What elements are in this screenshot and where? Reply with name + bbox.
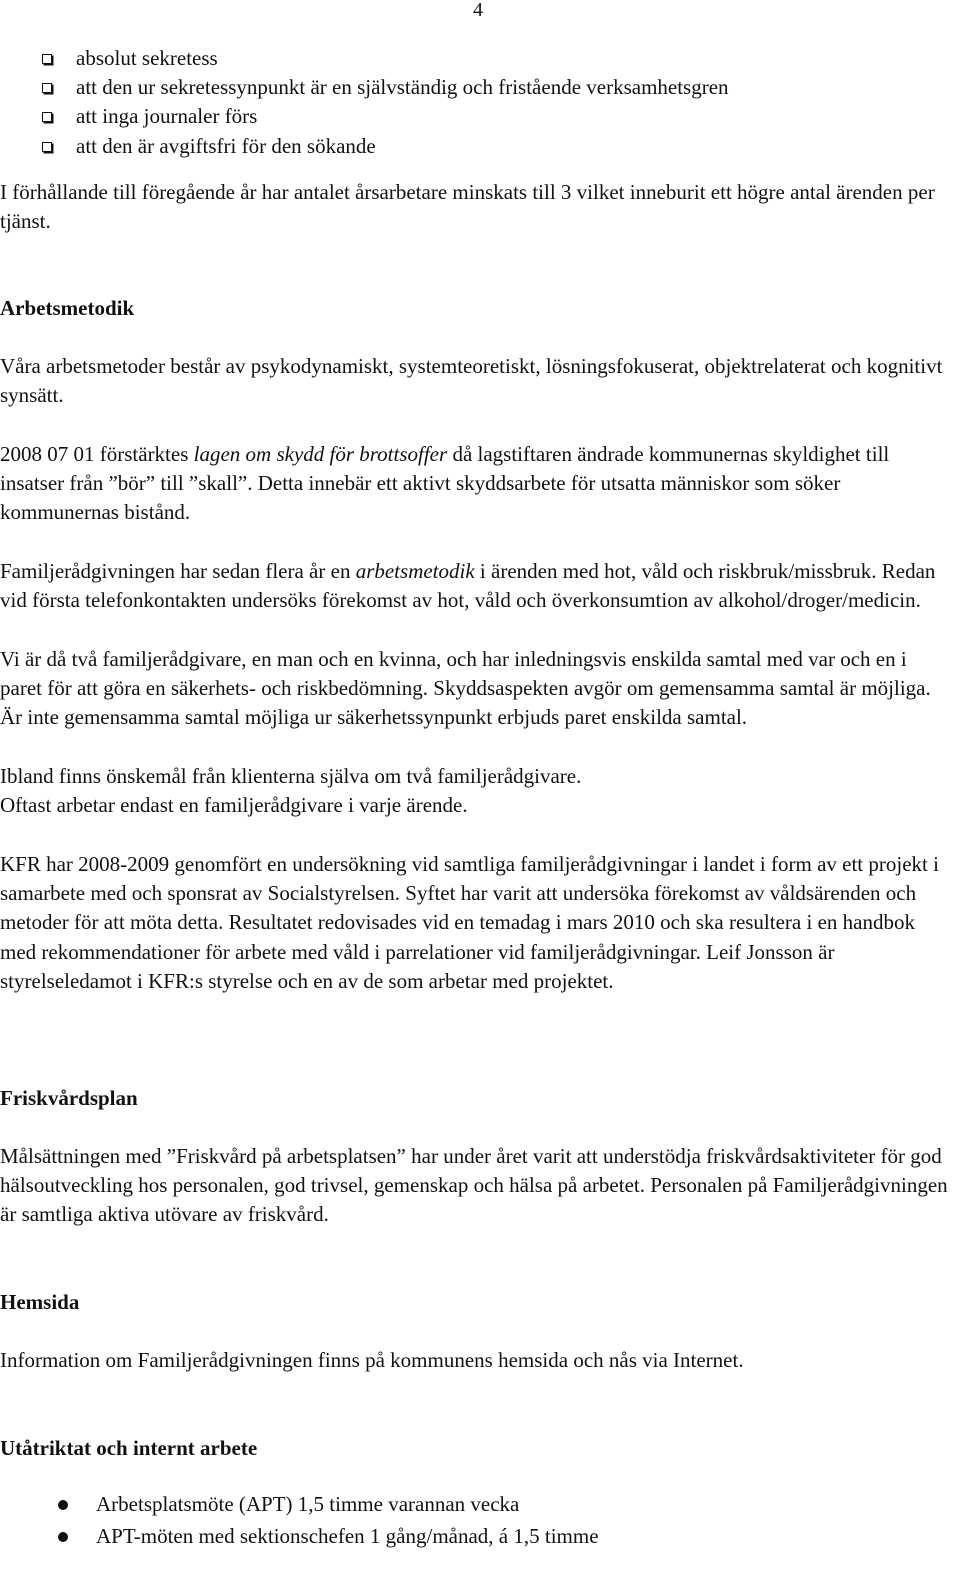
heading-arbetsmetodik: Arbetsmetodik	[0, 296, 135, 320]
checkbox-icon	[42, 112, 52, 122]
paragraph-kfr: KFR har 2008-2009 genomfört en undersökning vid samtliga familjerådgivningar i landet i form av ett projekt i samarbete med och sponsrat av Socialstyrelsen. Syftet har varit att undersöka förekomst av våldsärenden och metoder för att möta detta. Resultatet redovisades vid en temadag i mars 2010 och ska resultera i en handbok med rekommendationer för arbete med våld i parrelationer vid familjerådgivningar. Leif Jonsson är styrelseledamot i KFR:s styrelse och en av de som arbetar med projektet.	[0, 852, 939, 993]
bullet-item-text: APT-möten med sektionschefen 1 gång/månad, á 1,5 timme	[96, 1523, 599, 1548]
heading-hemsida: Hemsida	[0, 1290, 80, 1314]
bullet-item	[58, 1521, 960, 1553]
paragraph-text: i ärenden med hot, våld och riskbruk/missbruk. Redan vid första telefonkontakten undersöks förekomst av hot, våld och överkonsumtion av alkohol/droger/medicin.	[0, 559, 936, 613]
checklist-item	[42, 44, 960, 73]
checkbox-icon	[42, 142, 52, 152]
checklist	[42, 44, 960, 161]
emphasis-text: lagen om skydd för brottsoffer	[193, 442, 448, 466]
checklist-item-text: att inga journaler förs	[76, 104, 258, 129]
paragraph-onskemal: Ibland finns önskemål från klienterna själva om två familjerådgivare.	[0, 764, 582, 788]
checklist-item	[42, 102, 960, 131]
heading-utatriktat: Utåtriktat och internt arbete	[0, 1436, 258, 1460]
paragraph-arbetsmetoder: Våra arbetsmetoder består av psykodynamiskt, systemteoretiskt, lösningsfokuserat, objektrelaterat och kognitivt synsätt.	[0, 354, 943, 408]
paragraph-text: Familjerådgivningen har sedan flera år en	[0, 559, 356, 583]
bullet-item-text: Arbetsplatsmöte (APT) 1,5 timme varannan vecka	[96, 1492, 520, 1516]
paragraph-brottsoffer	[0, 440, 950, 528]
paragraph-text: då lagstiftaren ändrade kommunernas skyldighet till insatser från ”bör” till ”skall”. Detta innebär ett aktivt skyddsarbete för utsatta människor som söker kommunernas bistånd.	[0, 442, 890, 525]
intro-paragraph: I förhållande till föregående år har antalet årsarbetare minskats till 3 vilket inneburit ett högre antal ärenden per tjänst.	[0, 180, 935, 234]
heading-friskvardsplan: Friskvårdsplan	[0, 1086, 138, 1110]
paragraph-tva-radgivare: Vi är då två familjerådgivare, en man och en kvinna, och har inledningsvis enskilda samtal med var och en i paret för att göra en säkerhets- och riskbedömning. Skyddsaspekten avgör om gemensamma samtal är möjliga. Är inte gemensamma samtal möjliga ur säkerhetssynpunkt erbjuds paret enskilda samtal.	[0, 647, 931, 730]
checklist-item	[42, 132, 960, 161]
checklist-item	[42, 73, 960, 102]
checklist-item-text: att den ur sekretessynpunkt är en självständig och fristående verksamhetsgren	[76, 75, 729, 100]
checkbox-icon	[42, 54, 52, 64]
paragraph-hot-vald	[0, 557, 950, 615]
paragraph-hemsida: Information om Familjerådgivningen finns på kommunens hemsida och nås via Internet.	[0, 1348, 744, 1372]
checklist-item-text: att den är avgiftsfri för den sökande	[76, 133, 376, 158]
checkbox-icon	[42, 83, 52, 93]
bullet-list	[58, 1489, 960, 1552]
paragraph-friskvard: Målsättningen med ”Friskvård på arbetsplatsen” har under året varit att understödja friskvårdsaktiviteter för god hälsoutveckling hos personalen, god trivsel, gemenskap och hälsa på arbetet. Personalen på Familjerådgivningen är samtliga aktiva utövare av friskvård.	[0, 1144, 948, 1227]
bullet-icon	[58, 1532, 68, 1542]
bullet-item	[58, 1489, 960, 1521]
paragraph-oftast: Oftast arbetar endast en familjerådgivare i varje ärende.	[0, 793, 468, 817]
emphasis-text: arbetsmetodik	[355, 559, 475, 583]
paragraph-text: 2008 07 01 förstärktes	[0, 442, 194, 466]
bullet-icon	[58, 1500, 68, 1510]
page-number: 4	[473, 0, 483, 21]
checklist-item-text: absolut sekretess	[76, 46, 218, 70]
